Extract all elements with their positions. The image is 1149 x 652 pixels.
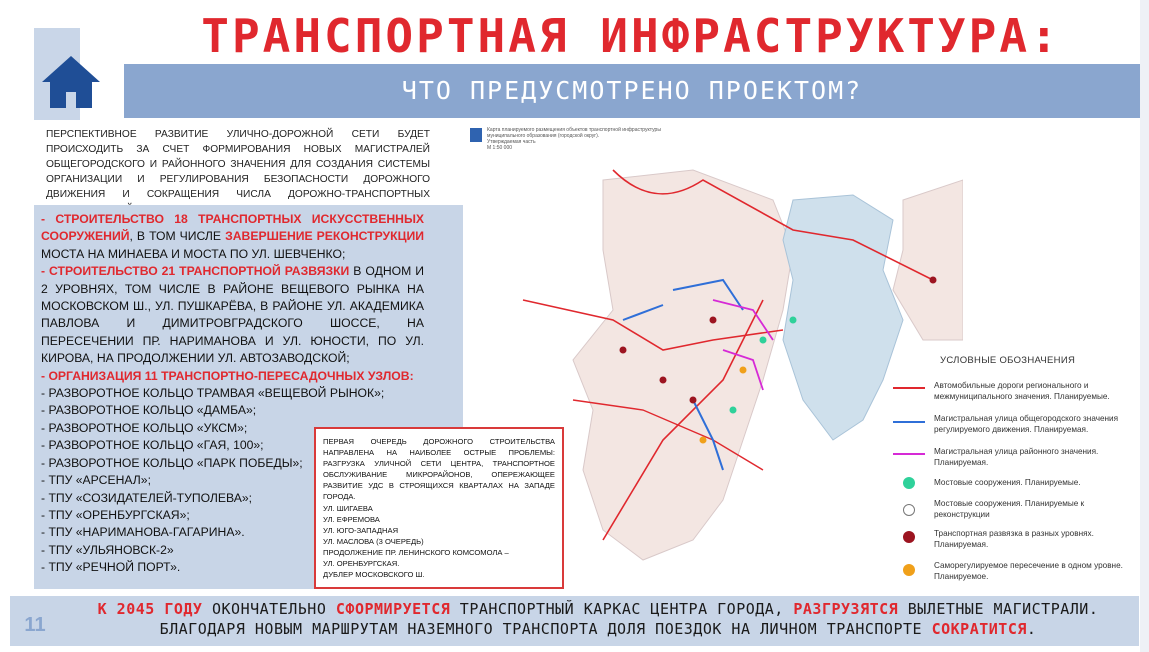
- list-item: - РАЗВОРОТНОЕ КОЛЬЦО «ПАРК ПОБЕДЫ»;: [41, 455, 303, 470]
- conclusion-line-2: БЛАГОДАРЯ НОВЫМ МАРШРУТАМ НАЗЕМНОГО ТРАНСПОРТА ДОЛЯ ПОЕЗДОК НА ЛИЧНОМ ТРАНСПОРТЕ СОКРАТИТСЯ.: [159, 620, 1037, 638]
- measure-hubs: - ОРГАНИЗАЦИЯ 11 ТРАНСПОРТНО-ПЕРЕСАДОЧНЫХ УЗЛОВ:: [41, 368, 414, 383]
- legend-item: Транспортная развязка в разных уровнях. Планируемая.: [934, 529, 1094, 549]
- first-stage-note: [314, 427, 564, 589]
- district-street-icon: [893, 451, 925, 457]
- bridge-reconstruction-icon: [902, 503, 916, 517]
- intersection-icon: [902, 563, 916, 577]
- list-item: - РАЗВОРОТНОЕ КОЛЬЦО «ГАЯ, 100»;: [41, 438, 264, 453]
- regional-road-icon: [893, 385, 925, 391]
- list-item: УЛ. ЮГО-ЗАПАДНАЯ: [323, 526, 399, 535]
- list-item: УЛ. ЕФРЕМОВА: [323, 515, 380, 524]
- list-item: - ТПУ «НАРИМАНОВА-ГАГАРИНА».: [41, 525, 245, 540]
- list-item: УЛ. МАСЛОВА (3 ОЧЕРЕДЬ): [323, 537, 424, 546]
- list-item: УЛ. ОРЕНБУРГСКАЯ.: [323, 559, 400, 568]
- list-item: - ТПУ «УЛЬЯНОВСК-2»: [41, 542, 174, 557]
- list-item: - РАЗВОРОТНОЕ КОЛЬЦО ТРАМВАЯ «ВЕЩЕВОЙ РЫНОК»;: [41, 386, 385, 401]
- page-title: ТРАНСПОРТНАЯ ИНФРАСТРУКТУРА:: [201, 9, 1061, 63]
- interchange-icon: [902, 530, 916, 544]
- legend-item: Магистральная улица общегородского значения регулируемого движения. Планируемая.: [934, 414, 1119, 434]
- bridge-planned-icon: [902, 476, 916, 490]
- intro-text: ПЕРСПЕКТИВНОЕ РАЗВИТИЕ УЛИЧНО-ДОРОЖНОЙ СЕТИ БУДЕТ ПРОИСХОДИТЬ ЗА СЧЕТ ФОРМИРОВАНИЯ НОВЫХ МАГИСТРАЛЕЙ ОБЩЕГОРОДСКОГО И РАЙОННОГО ЗНАЧЕНИЯ ДЛЯ СОЗДАНИЯ СИСТЕМЫ ОРГАНИЗАЦИИ И РЕГУЛИРОВАНИЯ БЕЗОПАСНОСТИ ДОРОЖНОГО ДВИЖЕНИЯ И СОКРАЩЕНИЯ ЧИСЛА ДОРОЖНО-ТРАНСПОРТНЫХ: [46, 129, 430, 200]
- list-item: - ТПУ «СОЗИДАТЕЛЕЙ-ТУПОЛЕВА»;: [41, 490, 253, 505]
- legend-item: Автомобильные дороги регионального и межмуниципального значения. Планируемые.: [934, 381, 1110, 401]
- conclusion-text: [58, 599, 1138, 639]
- list-item: ПРОДОЛЖЕНИЕ ПР. ЛЕНИНСКОГО КОМСОМОЛА –: [323, 548, 509, 557]
- legend-item: Саморегулируемое пересечение в одном уровне. Планируемое.: [934, 561, 1123, 581]
- page-number: 11: [24, 614, 46, 636]
- page-subtitle: ЧТО ПРЕДУСМОТРЕНО ПРОЕКТОМ?: [124, 64, 1140, 118]
- list-item: УЛ. ШИГАЕВА: [323, 504, 373, 513]
- legend-item: Мостовые сооружения. Планируемые к реконструкции: [934, 499, 1085, 519]
- city-arterial-icon: [893, 419, 925, 425]
- list-item: - ТПУ «РЕЧНОЙ ПОРТ».: [41, 560, 181, 575]
- list-item: ДУБЛЕР МОСКОВСКОГО Ш.: [323, 570, 425, 579]
- list-item: - ТПУ «АРСЕНАЛ»;: [41, 473, 151, 488]
- conclusion-line-1: К 2045 ГОДУ ОКОНЧАТЕЛЬНО СФОРМИРУЕТСЯ ТРАНСПОРТНЫЙ КАРКАС ЦЕНТРА ГОРОДА, РАЗГРУЗЯТСЯ ВЫЛЕТНЫЕ МАГИСТРАЛИ.: [97, 600, 1099, 618]
- legend-item: Магистральная улица районного значения. Планируемая.: [934, 447, 1099, 467]
- page-edge: [1140, 0, 1149, 652]
- list-item: - ТПУ «ОРЕНБУРГСКАЯ»;: [41, 507, 190, 522]
- map-header: Карта планируемого размещения объектов транспортной инфраструктуры муниципального образования (городской округ). Утверждаемая часть М 1:50 000: [487, 127, 661, 151]
- legend-title: УСЛОВНЫЕ ОБОЗНАЧЕНИЯ: [940, 355, 1076, 366]
- measure-interchanges: - СТРОИТЕЛЬСТВО 21 ТРАНСПОРТНОЙ РАЗВЯЗКИ В ОДНОМ И 2 УРОВНЯХ, ТОМ ЧИСЛЕ В РАЙОНЕ ВЕЩЕВОГО РЫНКА НА МОСКОВСКОМ Ш., УЛ. ПУШКАРЁВА, В РАЙОНЕ УЛ. АКАДЕМИКА ПАВЛОВА И ДИМИТРОВГРАДСКОГО ШОССЕ, НА ПЕРЕСЕЧЕНИИ ПР. НАРИМАНОВА И УЛ. ЮНОСТИ, ПО УЛ. КИРОВА, НА ПРОДОЛЖЕНИИ УЛ. АВТОЗАВОДСКОЙ;: [41, 264, 424, 366]
- note-paragraph: ПЕРВАЯ ОЧЕРЕДЬ ДОРОЖНОГО СТРОИТЕЛЬСТВА НАПРАВЛЕНА НА НАИБОЛЕЕ ОСТРЫЕ ПРОБЛЕМЫ: РАЗГРУЗКА УЛИЧНОЙ СЕТИ ЦЕНТРА, ТРАНСПОРТНОЕ ОБСЛУЖИВАНИЕ МИКРОРАЙОНОВ, ОПЕРЕЖАЮЩЕЕ РАЗВИТИЕ УДС В СТРОЯЩИХСЯ КВАРТАЛАХ НА ЗАПАДЕ ГОРОДА.: [323, 437, 555, 501]
- list-item: - РАЗВОРОТНОЕ КОЛЬЦО «УКСМ»;: [41, 420, 248, 435]
- measure-bridges: - СТРОИТЕЛЬСТВО 18 ТРАНСПОРТНЫХ ИСКУССТВЕННЫХ СООРУЖЕНИЙ, В ТОМ ЧИСЛЕ ЗАВЕРШЕНИЕ РЕКОНСТРУКЦИИ МОСТА НА МИНАЕВА И МОСТА ПО УЛ. ШЕВЧЕНКО;: [41, 212, 425, 261]
- list-item: - РАЗВОРОТНОЕ КОЛЬЦО «ДАМБА»;: [41, 403, 257, 418]
- home-icon[interactable]: [40, 54, 102, 110]
- legend-item: Мостовые сооружения. Планируемые.: [934, 478, 1081, 487]
